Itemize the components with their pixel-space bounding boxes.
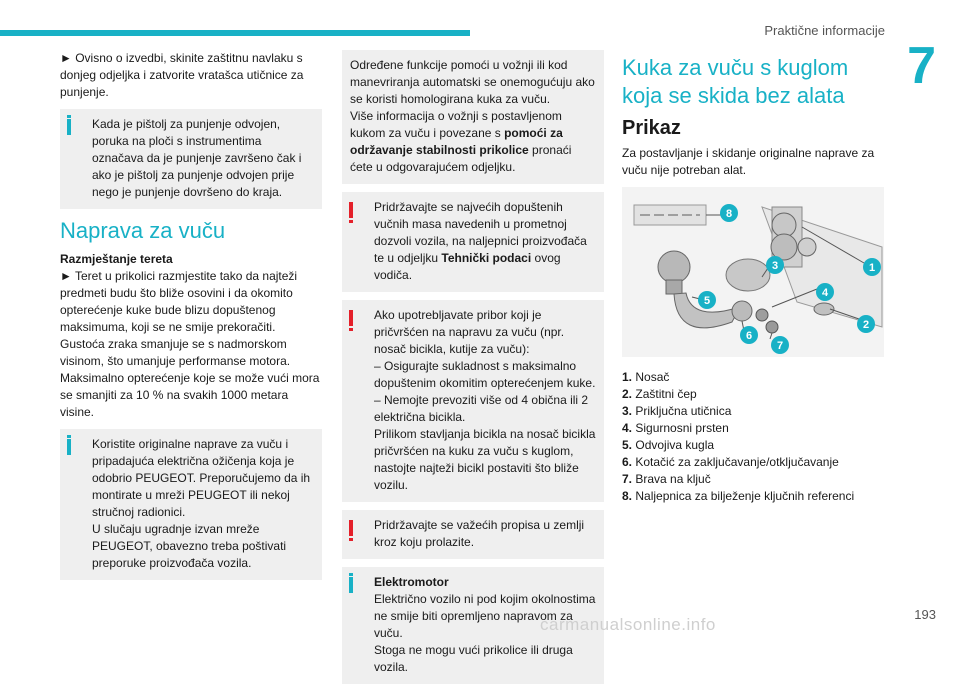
legend-item: 3. Priključna utičnica	[622, 404, 732, 418]
info-title: Elektromotor	[374, 575, 449, 589]
callout-4-label: 4	[821, 287, 829, 299]
section-title-detachable-towball: Kuka za vuču s kuglom koja se skida bez alata	[622, 55, 849, 108]
info-text: Električno vozilo ni pod kojim okolnostima ne smije biti opremljeno napravom za vuču. Stoga ne mogu vući prikolice ili druga vozila.	[374, 592, 596, 674]
header-accent-bar	[0, 30, 470, 36]
load-text: ► Teret u prikolici razmjestite tako da najteži predmeti budu što bliže osovini i da okomito opterećenje kuke bude blizu dopuštenog maksimuma, koji se ne smije prekoračiti. Gustoća zraka smanjuje se s nadmorskom visinom, što umanjuje performanse motora. Maksimalno opterećenje koje se može vući mora se smanjiti za 10 % na svakih 1000 metara visine.	[60, 269, 320, 419]
column-left	[60, 50, 322, 588]
subsection-title: Prikaz	[622, 117, 681, 139]
note-box-driving-aids	[342, 50, 604, 184]
intro-text: Za postavljanje i skidanje originalne naprave za vuču nije potreban alat.	[622, 146, 875, 177]
warning-text: Ako upotrebljavate pribor koji je pričvršćen na napravu za vuču (npr. nosač bicikla, kutije za vuču): – Osigurajte sukladnost s maksimalno dopuštenim okomitim opterećenjem kuke. – Nemojte prevoziti više od 4 obična ili 2 električna bicikla. Prilikom stavljanja bicikla na nosač bicikla pričvršćen na kuku za vuču s kuglom, nastojte najteži bicikl postaviti što bliže vozilu.	[374, 308, 596, 492]
warning-icon	[349, 202, 353, 218]
chapter-number: 7	[907, 37, 936, 95]
towbar-diagram	[622, 187, 884, 357]
callout-2-label: 2	[862, 319, 870, 331]
info-text: Koristite originalne naprave za vuču i pripadajuća električna ožičenja koja je odobrio PEUGEOT. Preporučujemo da ih montirate u mreži PEUGEOT ili nekoj stručnoj radionici. U slučaju ugradnje izvan mreže PEUGEOT, obavezno treba poštivati preporuke proizvođača vozila.	[92, 437, 311, 570]
info-icon-bar	[67, 119, 71, 135]
callout-8-label: 8	[725, 208, 733, 220]
legend-item: 8. Naljepnica za bilježenje ključnih referenci	[622, 489, 855, 503]
info-icon	[67, 115, 71, 118]
info-icon-bar	[67, 439, 71, 455]
column-right	[622, 50, 884, 505]
warning-box-accessories	[342, 300, 604, 502]
legend-item: 2. Zaštitni čep	[622, 387, 697, 401]
callout-1-label: 1	[868, 262, 876, 274]
info-box-charging	[60, 109, 322, 209]
warning-text: Pridržavajte se najvećih dopuštenih vučnih masa navedenih u prometnoj dozvoli vozila, na naljepnici proizvođača te u odjeljku Tehnički podaci ovog vodiča.	[374, 200, 587, 282]
legend-item: 5. Odvojiva kugla	[622, 438, 715, 452]
info-icon	[349, 573, 353, 576]
watermark: carmanualsonline.info	[540, 615, 716, 634]
callout-3-label: 3	[771, 260, 779, 272]
info-box-originals	[60, 429, 322, 580]
info-text: Kada je pištolj za punjenje odvojen, poruka na ploči s instrumentima označava da je punjenje završeno čak i ako je pištolj za punjenje odvojen prije nego je punjenje dovršeno do kraja.	[92, 117, 302, 199]
warning-icon-dot	[349, 538, 353, 541]
warning-text: Pridržavajte se važećih propisa u zemlji kroz koju prolazite.	[374, 518, 585, 549]
info-icon-bar	[349, 577, 353, 593]
warning-icon	[349, 310, 353, 326]
warning-box-masses	[342, 192, 604, 292]
section-title-towbar: Naprava za vuču	[60, 218, 226, 243]
towbar-illustration	[622, 187, 884, 357]
warning-box-regulations	[342, 510, 604, 559]
page-number: 193	[914, 607, 936, 622]
legend-item: 6. Kotačić za zaključavanje/otključavanje	[622, 455, 839, 469]
callout-7-label: 7	[776, 340, 784, 352]
callout-5-label: 5	[703, 295, 711, 307]
figure-legend	[622, 369, 884, 505]
warning-icon	[349, 520, 353, 536]
running-header: Praktične informacije	[764, 23, 885, 38]
legend-item: 1. Nosač	[622, 370, 670, 384]
callout-6-label: 6	[745, 330, 753, 342]
legend-item: 7. Brava na ključ	[622, 472, 711, 486]
column-middle	[342, 50, 604, 692]
legend-item: 4. Sigurnosni prsten	[622, 421, 729, 435]
load-title: Razmještanje tereta	[60, 252, 173, 266]
warning-icon-dot	[349, 328, 353, 331]
info-icon	[67, 435, 71, 438]
note-text: Određene funkcije pomoći u vožnji ili kod manevriranja automatski se onemogućuju ako se koristi homologirana kuka za vuču. Više informacija o vožnji s postavljenom kukom za vuču i povezane s pomoći za održavanje stabilnosti prikolice pronaći ćete u odgovarajućem odjeljku.	[350, 58, 595, 174]
warning-icon-dot	[349, 220, 353, 223]
charging-step: ► Ovisno o izvedbi, skinite zaštitnu navlaku s donjeg odjeljka i zatvorite vratašca utičnice za punjenje.	[60, 51, 304, 99]
